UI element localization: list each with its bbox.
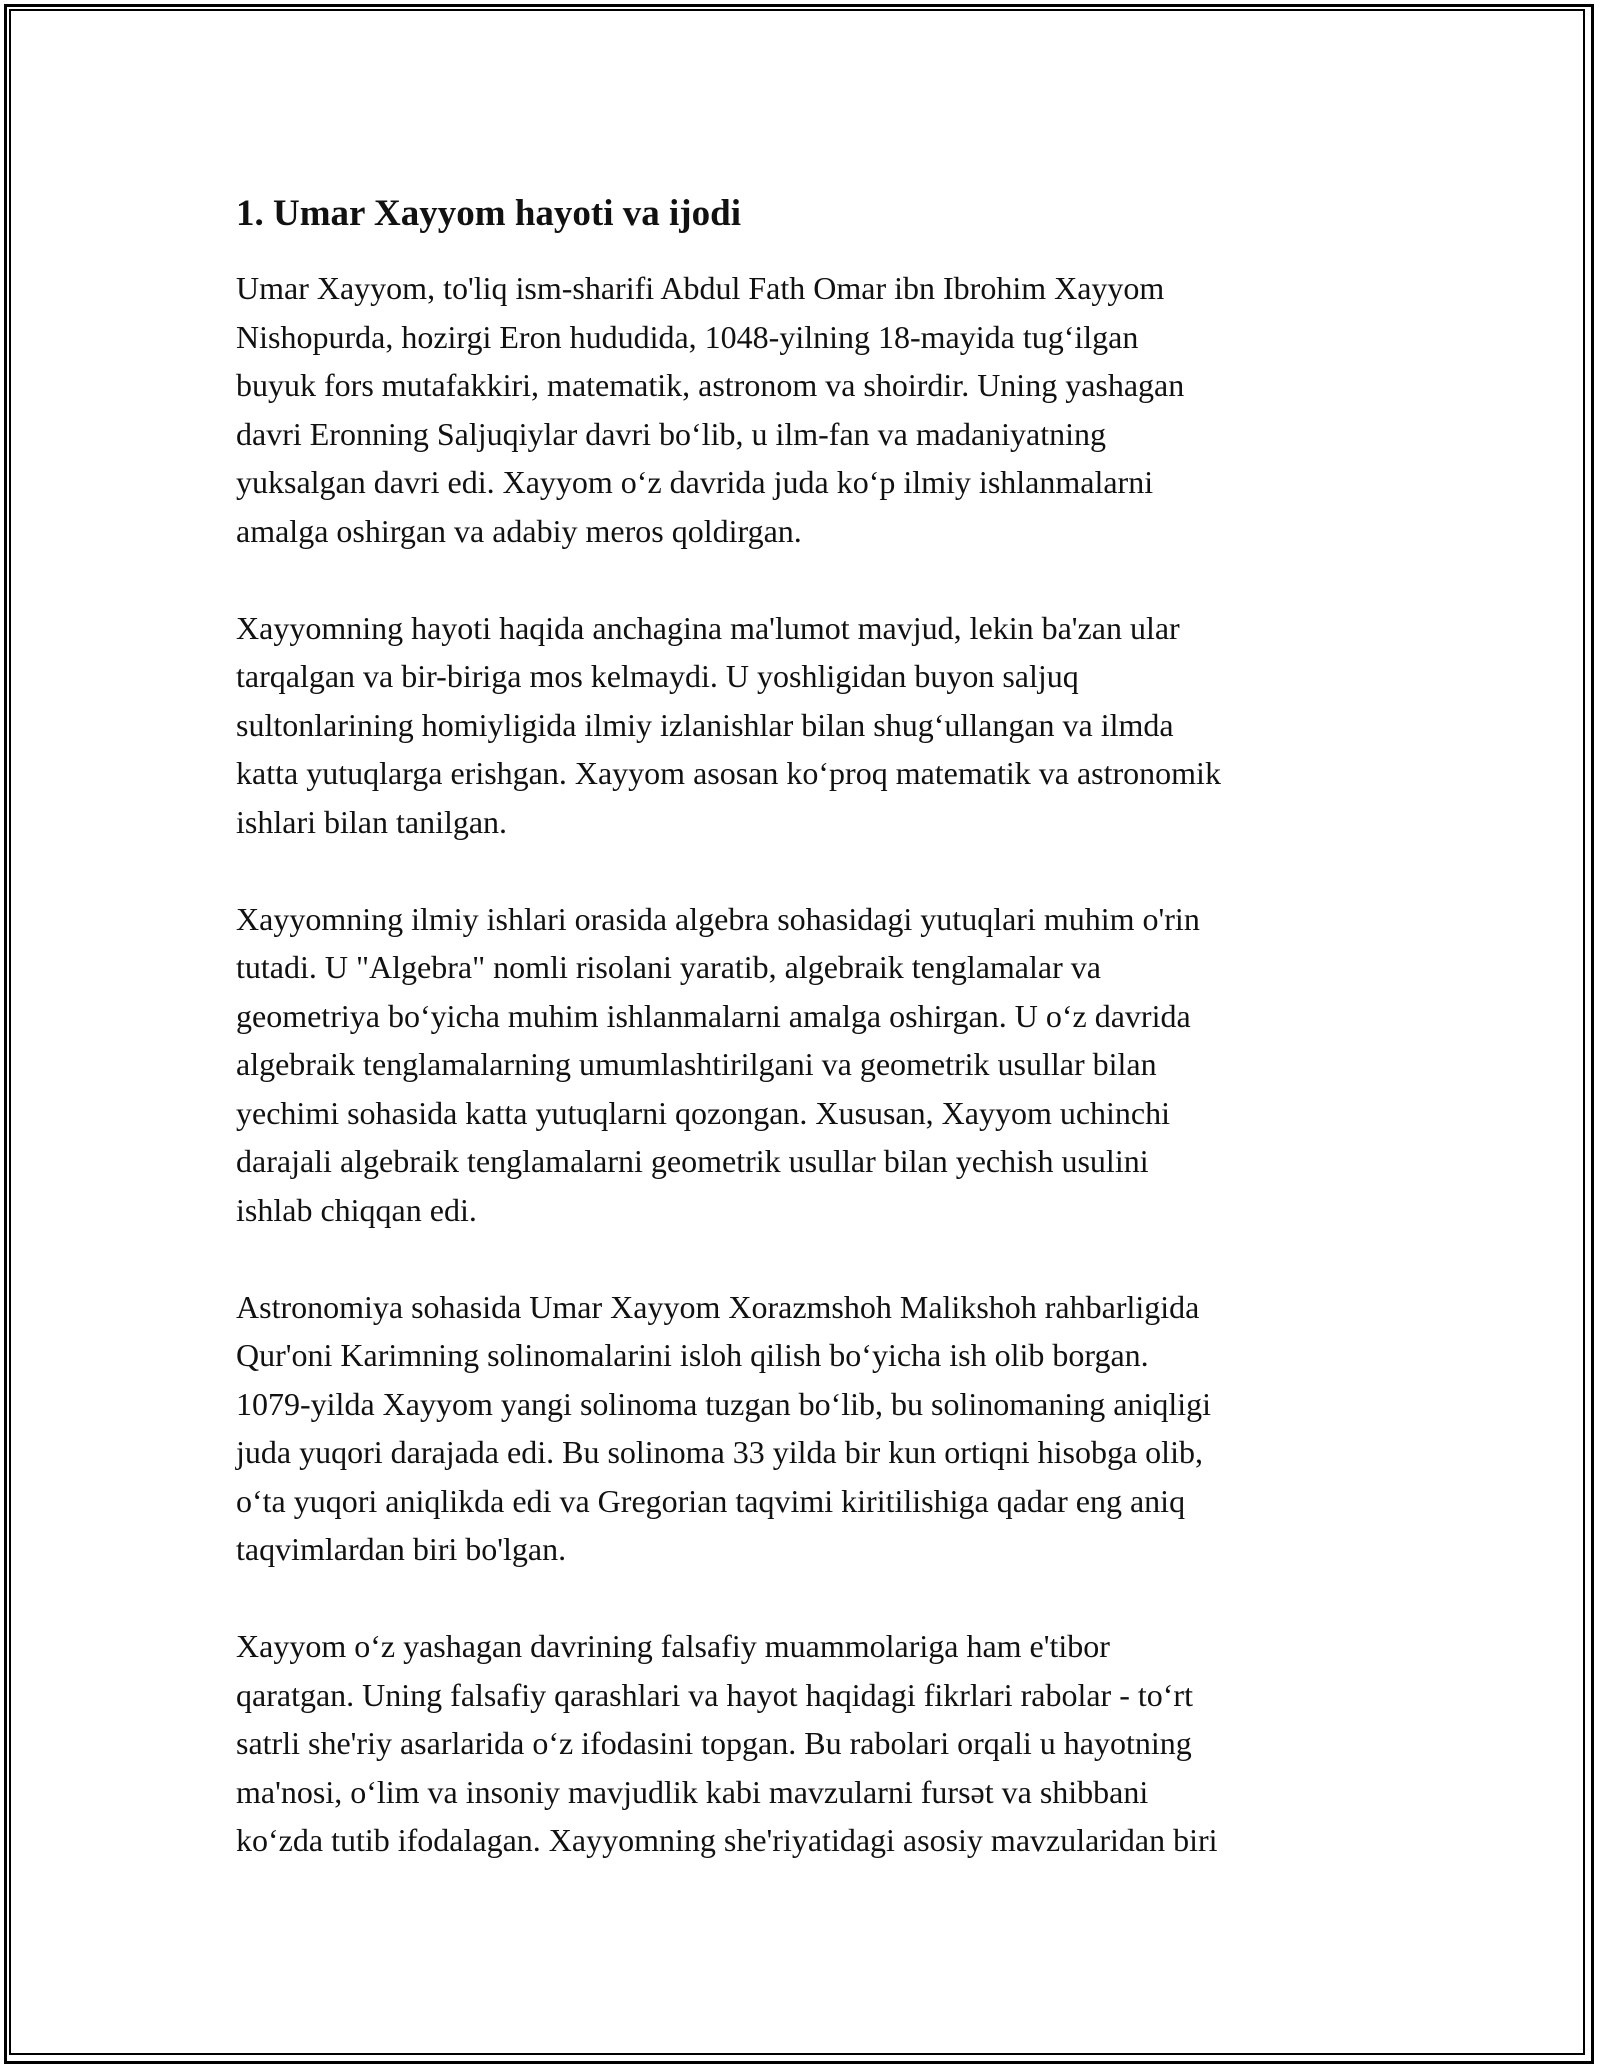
text-line: Astronomiya sohasida Umar Xayyom Xorazmshoh Malikshoh rahbarligida: [236, 1288, 1200, 1325]
text-line: qaratgan. Uning falsafiy qarashlari va hayot haqidagi fikrlari rabolar - to‘rt: [236, 1676, 1193, 1713]
paragraph: [236, 1622, 1396, 1865]
text-line: darajali algebraik tenglamalarni geometrik usullar bilan yechish usulini: [236, 1143, 1149, 1179]
paragraph: [236, 264, 1396, 555]
text-line: 1079-yilda Xayyom yangi solinoma tuzgan bo‘lib, bu solinomaning aniqligi: [236, 1385, 1211, 1422]
text-line: Nishopurda, hozirgi Eron hududida, 1048-yilning 18-mayida tug‘ilgan: [236, 318, 1139, 355]
text-line: algebraik tenglamalarning umumlashtirilgani va geometrik usullar bilan: [236, 1046, 1157, 1082]
text-line: Umar Xayyom, to'liq ism-sharifi Abdul Fath Omar ibn Ibrohim Xayyom: [236, 270, 1165, 306]
text-line: ishlari bilan tanilgan.: [236, 803, 508, 840]
text-line: tutadi. U "Algebra" nomli risolani yaratib, algebraik tenglamalar va: [236, 949, 1101, 985]
text-line: Xayyomning hayoti haqida anchagina ma'lumot mavjud, lekin ba'zan ular: [236, 609, 1180, 646]
text-line: Xayyom o‘z yashagan davrining falsafiy muammolariga ham e'tibor: [236, 1628, 1110, 1664]
text-line: buyuk fors mutafakkiri, matematik, astronom va shoirdir. Uning yashagan: [236, 367, 1185, 403]
text-line: Qur'oni Karimning solinomalarini isloh qilish bo‘yicha ish olib borgan.: [236, 1337, 1149, 1373]
text-line: yuksalgan davri edi. Xayyom o‘z davrida juda ko‘p ilmiy ishlanmalarni: [236, 464, 1154, 500]
text-line: ma'nosi, o‘lim va insoniy mavjudlik kabi mavzularni fursət va shibbani: [236, 1773, 1149, 1810]
text-line: katta yutuqlarga erishgan. Xayyom asosan ko‘proq matematik va astronomik: [236, 755, 1221, 791]
paragraph: [236, 1283, 1396, 1574]
text-line: taqvimlardan biri bo'lgan.: [236, 1531, 567, 1567]
text-line: sultonlarining homiyligida ilmiy izlanishlar bilan shug‘ullangan va ilmda: [236, 706, 1174, 743]
text-line: satrli she'riy asarlarida o‘z ifodasini topgan. Bu rabolari orqali u hayotning: [236, 1725, 1192, 1761]
text-line: davri Eronning Saljuqiylar davri bo‘lib, u ilm-fan va madaniyatning: [236, 415, 1107, 452]
document-body: [236, 188, 1396, 1865]
text-line: amalga oshirgan va adabiy meros qoldirgan.: [236, 512, 802, 549]
text-line: o‘ta yuqori aniqlikda edi va Gregorian taqvimi kiritilishiga qadar eng aniq: [236, 1482, 1186, 1519]
text-line: ko‘zda tutib ifodalagan. Xayyomning she'riyatidagi asosiy mavzularidan biri: [236, 1822, 1218, 1858]
text-line: geometriya bo‘yicha muhim ishlanmalarni amalga oshirgan. U o‘z davrida: [236, 997, 1191, 1034]
text-line: Xayyomning ilmiy ishlari orasida algebra sohasidagi yutuqlari muhim o'rin: [236, 900, 1200, 937]
text-line: tarqalgan va bir-biriga mos kelmaydi. U yoshligidan buyon saljuq: [236, 658, 1079, 694]
paragraph: [236, 895, 1396, 1235]
document-title: 1. Umar Xayyom hayoti va ijodi: [236, 193, 741, 234]
text-line: yechimi sohasida katta yutuqlarni qozongan. Xususan, Xayyom uchinchi: [236, 1094, 1171, 1131]
text-line: ishlab chiqqan edi.: [236, 1191, 477, 1228]
text-line: juda yuqori darajada edi. Bu solinoma 33 yilda bir kun ortiqni hisobga olib,: [236, 1434, 1203, 1470]
paragraph: [236, 604, 1396, 847]
paragraph-list: [236, 264, 1396, 1865]
